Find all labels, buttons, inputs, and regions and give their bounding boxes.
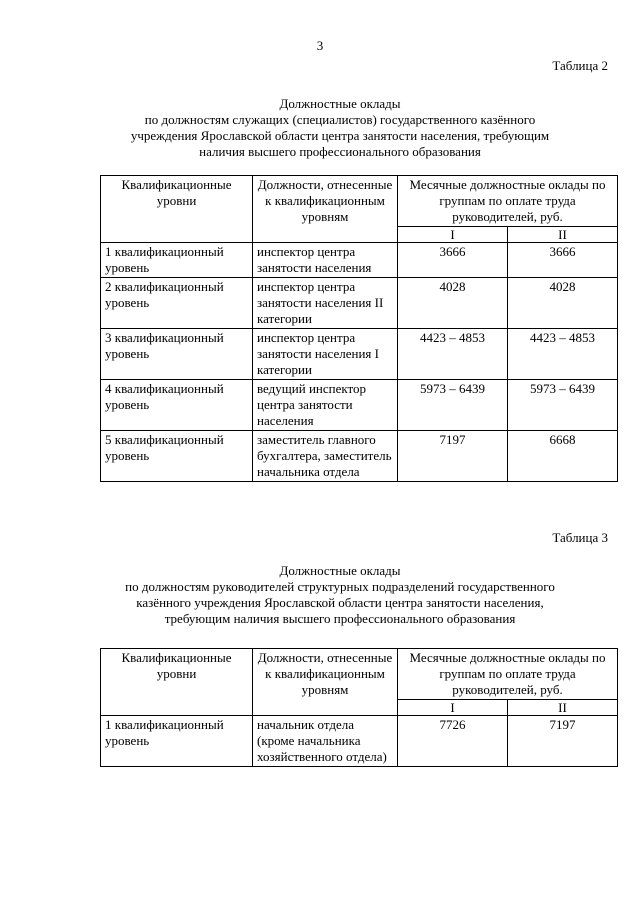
table2-header-row: [101, 176, 618, 227]
column-header-salary: Месячные должностные оклады по группам по оплате труда руководителей, руб.: [398, 649, 618, 700]
cell-group-1: 3666: [398, 243, 508, 278]
cell-position: инспектор центра занятости населения I категории: [253, 329, 398, 380]
column-header-group-2: II: [508, 227, 618, 243]
table-row: [101, 329, 618, 380]
table-row: [101, 431, 618, 482]
table3-label: Таблица 3: [552, 530, 608, 545]
table2-heading-line: Должностные оклады: [279, 96, 401, 111]
table-row: [101, 716, 618, 767]
cell-position: инспектор центра занятости населения: [253, 243, 398, 278]
cell-level: 5 квалификационный уровень: [101, 431, 253, 482]
table2-heading-line: наличия высшего профессионального образования: [199, 144, 481, 159]
column-header-group-2: II: [508, 700, 618, 716]
column-header-group-1: I: [398, 700, 508, 716]
table2-heading-line: по должностям служащих (специалистов) государственного казённого: [144, 112, 536, 127]
table2-label: Таблица 2: [552, 58, 608, 73]
cell-group-2: 4028: [508, 278, 618, 329]
table-row: [101, 278, 618, 329]
cell-group-2: 7197: [508, 716, 618, 767]
table3: [100, 648, 618, 767]
cell-position: ведущий инспектор центра занятости населения: [253, 380, 398, 431]
column-header-level: Квалификационные уровни: [101, 176, 253, 243]
cell-group-1: 7197: [398, 431, 508, 482]
table-row: [101, 243, 618, 278]
table3-heading-line: казённого учреждения Ярославской области центра занятости населения,: [136, 595, 544, 610]
column-header-salary: Месячные должностные оклады по группам по оплате труда руководителей, руб.: [398, 176, 618, 227]
cell-group-2: 4423 – 4853: [508, 329, 618, 380]
cell-level: 3 квалификационный уровень: [101, 329, 253, 380]
column-header-position: Должности, отнесенные к квалификационным уровням: [253, 649, 398, 716]
table3-header-row: [101, 649, 618, 700]
table3-heading-line: Должностные оклады: [279, 563, 401, 578]
table2-heading-line: учреждения Ярославской области центра занятости населения, требующим: [130, 128, 550, 143]
cell-group-1: 7726: [398, 716, 508, 767]
table3-heading-line: по должностям руководителей структурных подразделений государственного: [125, 579, 555, 594]
cell-position: начальник отдела (кроме начальника хозяйственного отдела): [253, 716, 398, 767]
page-number: 3: [316, 38, 324, 53]
column-header-level: Квалификационные уровни: [101, 649, 253, 716]
table3-heading: [90, 563, 590, 627]
table2: [100, 175, 618, 482]
table-row: [101, 380, 618, 431]
cell-group-1: 4423 – 4853: [398, 329, 508, 380]
column-header-position: Должности, отнесенные к квалификационным уровням: [253, 176, 398, 243]
cell-level: 1 квалификационный уровень: [101, 716, 253, 767]
cell-group-1: 5973 – 6439: [398, 380, 508, 431]
cell-position: заместитель главного бухгалтера, заместитель начальника отдела: [253, 431, 398, 482]
cell-group-2: 6668: [508, 431, 618, 482]
table2-heading: [90, 96, 590, 160]
cell-level: 4 квалификационный уровень: [101, 380, 253, 431]
cell-group-2: 3666: [508, 243, 618, 278]
cell-group-1: 4028: [398, 278, 508, 329]
cell-level: 2 квалификационный уровень: [101, 278, 253, 329]
cell-group-2: 5973 – 6439: [508, 380, 618, 431]
cell-position: инспектор центра занятости населения II категории: [253, 278, 398, 329]
column-header-group-1: I: [398, 227, 508, 243]
table3-heading-line: требующим наличия высшего профессионального образования: [164, 611, 516, 626]
cell-level: 1 квалификационный уровень: [101, 243, 253, 278]
